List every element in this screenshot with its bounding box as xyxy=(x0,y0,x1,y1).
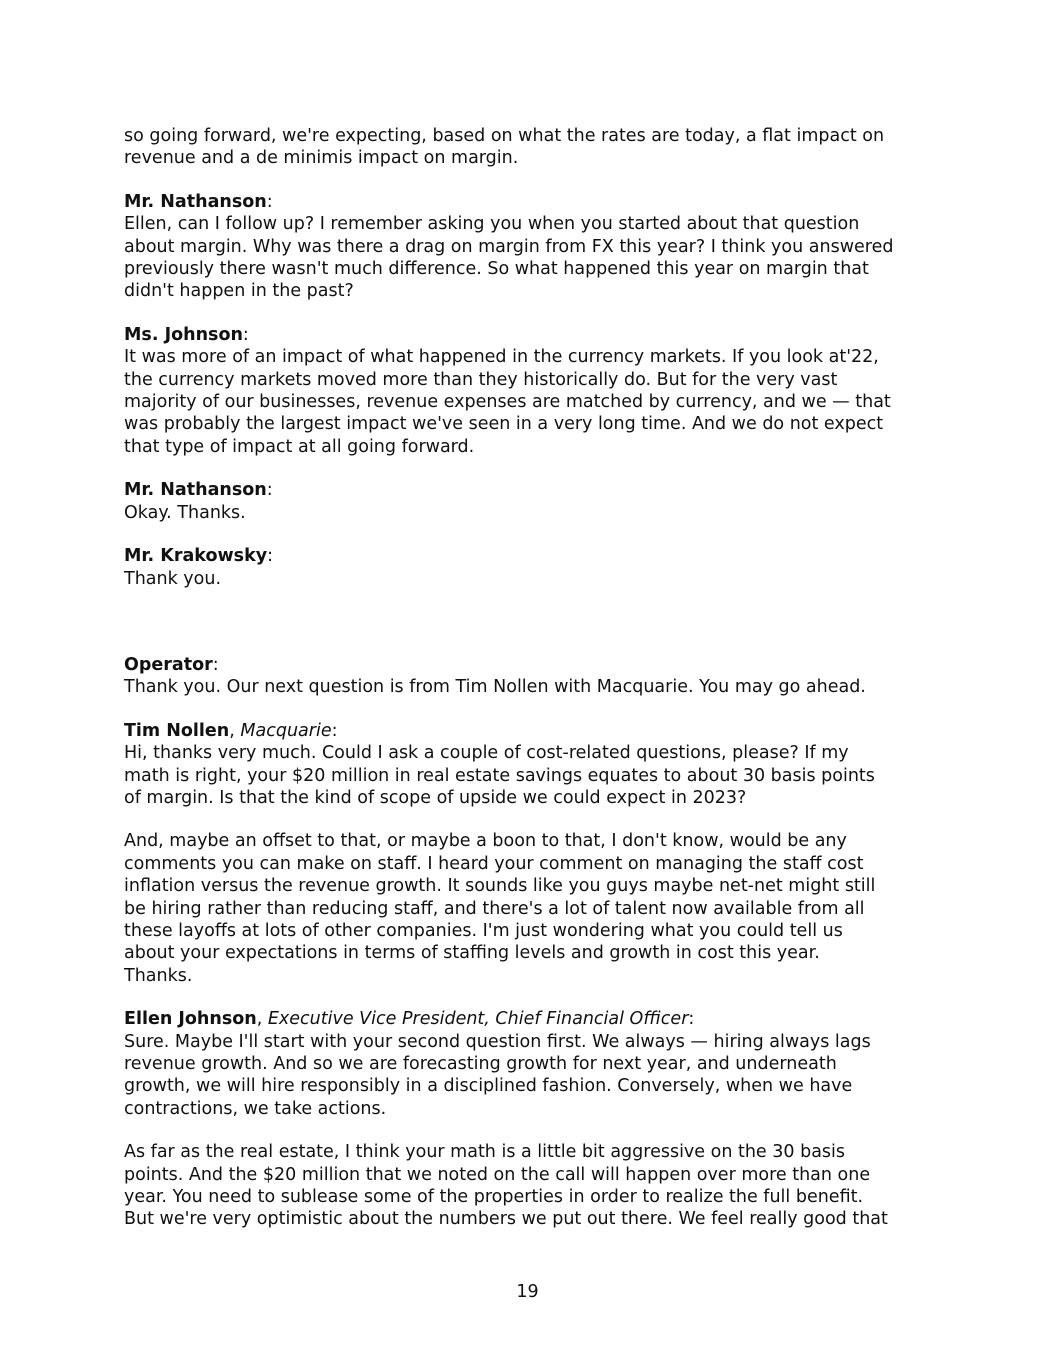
speaker-name: Ms. Johnson xyxy=(124,324,243,345)
paragraph: so going forward, we're expecting, based on what the rates are today, a flat impact on revenue and a de minimis impact on margin. xyxy=(124,126,885,169)
speaker-colon: : xyxy=(266,480,273,501)
transcript-body xyxy=(124,125,939,1252)
paragraph: And, maybe an offset to that, or maybe a boon to that, I don't know, would be any comments you can make on staff. I heard your comment on managing the staff cost inflation versus the revenue growth. It sounds like you guys maybe net-net might still be hiring rather than reducing staff, and there's a lot of talent now available from all these layoffs at lots of other companies. I'm just wondering what you could tell us about your expectations in terms of staffing levels and growth in cost this year. Thanks. xyxy=(124,831,876,986)
speaker-turn xyxy=(124,324,939,458)
speaker-name: Mr. Nathanson xyxy=(124,191,267,212)
speaker-text: Ellen, can I follow up? I remember asking you when you started about that question about margin. Why was there a drag on margin from FX this year? I think you answered previously there wasn't much difference. So what happened this year on margin that didn't happen in the past? xyxy=(124,214,894,302)
speaker-heading xyxy=(124,545,939,567)
speaker-name: Mr. Nathanson xyxy=(124,480,267,501)
speaker-affiliation: Executive Vice President, Chief Financial Officer xyxy=(267,1009,689,1030)
speaker-colon: : xyxy=(266,191,273,212)
speaker-separator: , xyxy=(256,1009,268,1030)
speaker-name: Ellen Johnson xyxy=(124,1009,257,1030)
speaker-turn xyxy=(124,720,939,810)
speaker-text: Thank you. xyxy=(124,568,222,589)
speaker-colon: : xyxy=(212,654,219,675)
speaker-turn xyxy=(124,545,939,590)
speaker-affiliation: Macquarie xyxy=(240,720,332,741)
speaker-turn xyxy=(124,191,939,303)
page-number: 19 xyxy=(516,1282,539,1302)
section-gap xyxy=(124,611,939,654)
speaker-heading xyxy=(124,191,939,213)
speaker-name: Mr. Krakowsky xyxy=(124,546,268,567)
speaker-text: Okay. Thanks. xyxy=(124,502,246,523)
speaker-turn xyxy=(124,479,939,524)
speaker-heading xyxy=(124,654,939,676)
speaker-turn xyxy=(124,1008,939,1120)
speaker-colon: : xyxy=(242,324,249,345)
speaker-turn xyxy=(124,654,939,699)
speaker-colon: : xyxy=(331,720,338,741)
speaker-colon: : xyxy=(267,546,274,567)
speaker-heading xyxy=(124,324,939,346)
speaker-separator: , xyxy=(229,720,241,741)
speaker-colon: : xyxy=(688,1009,695,1030)
speaker-name: Tim Nollen xyxy=(124,720,230,741)
speaker-text: Thank you. Our next question is from Tim Nollen with Macquarie. You may go ahead. xyxy=(124,677,866,698)
speaker-heading xyxy=(124,1008,939,1030)
speaker-heading xyxy=(124,479,939,501)
speaker-text: Sure. Maybe I'll start with your second question first. We always — hiring always lags revenue growth. And so we are forecasting growth for next year, and underneath growth, we will hire responsibly in a disciplined fashion. Conversely, when we have contractions, we take actions. xyxy=(124,1031,871,1119)
speaker-name: Operator xyxy=(124,654,213,675)
speaker-text: Hi, thanks very much. Could I ask a couple of cost-related questions, please? If my math is right, your $20 million in real estate savings equates to about 30 basis points of margin. Is that the kind of scope of upside we could expect in 2023? xyxy=(124,743,875,808)
speaker-heading xyxy=(124,720,939,742)
speaker-text: It was more of an impact of what happened in the currency markets. If you look at'22, the currency markets moved more than they historically do. But for the very vast majority of our businesses, revenue expenses are matched by currency, and we — that was probably the largest impact we've seen in a very long time. And we do not expect that type of impact at all going forward. xyxy=(124,347,891,457)
paragraph: As far as the real estate, I think your math is a little bit aggressive on the 30 basis points. And the $20 million that we noted on the call will happen over more than one year. You need to sublease some of the properties in order to realize the full benefit. But we're very optimistic about the numbers we put out there. We feel really good that xyxy=(124,1142,888,1230)
